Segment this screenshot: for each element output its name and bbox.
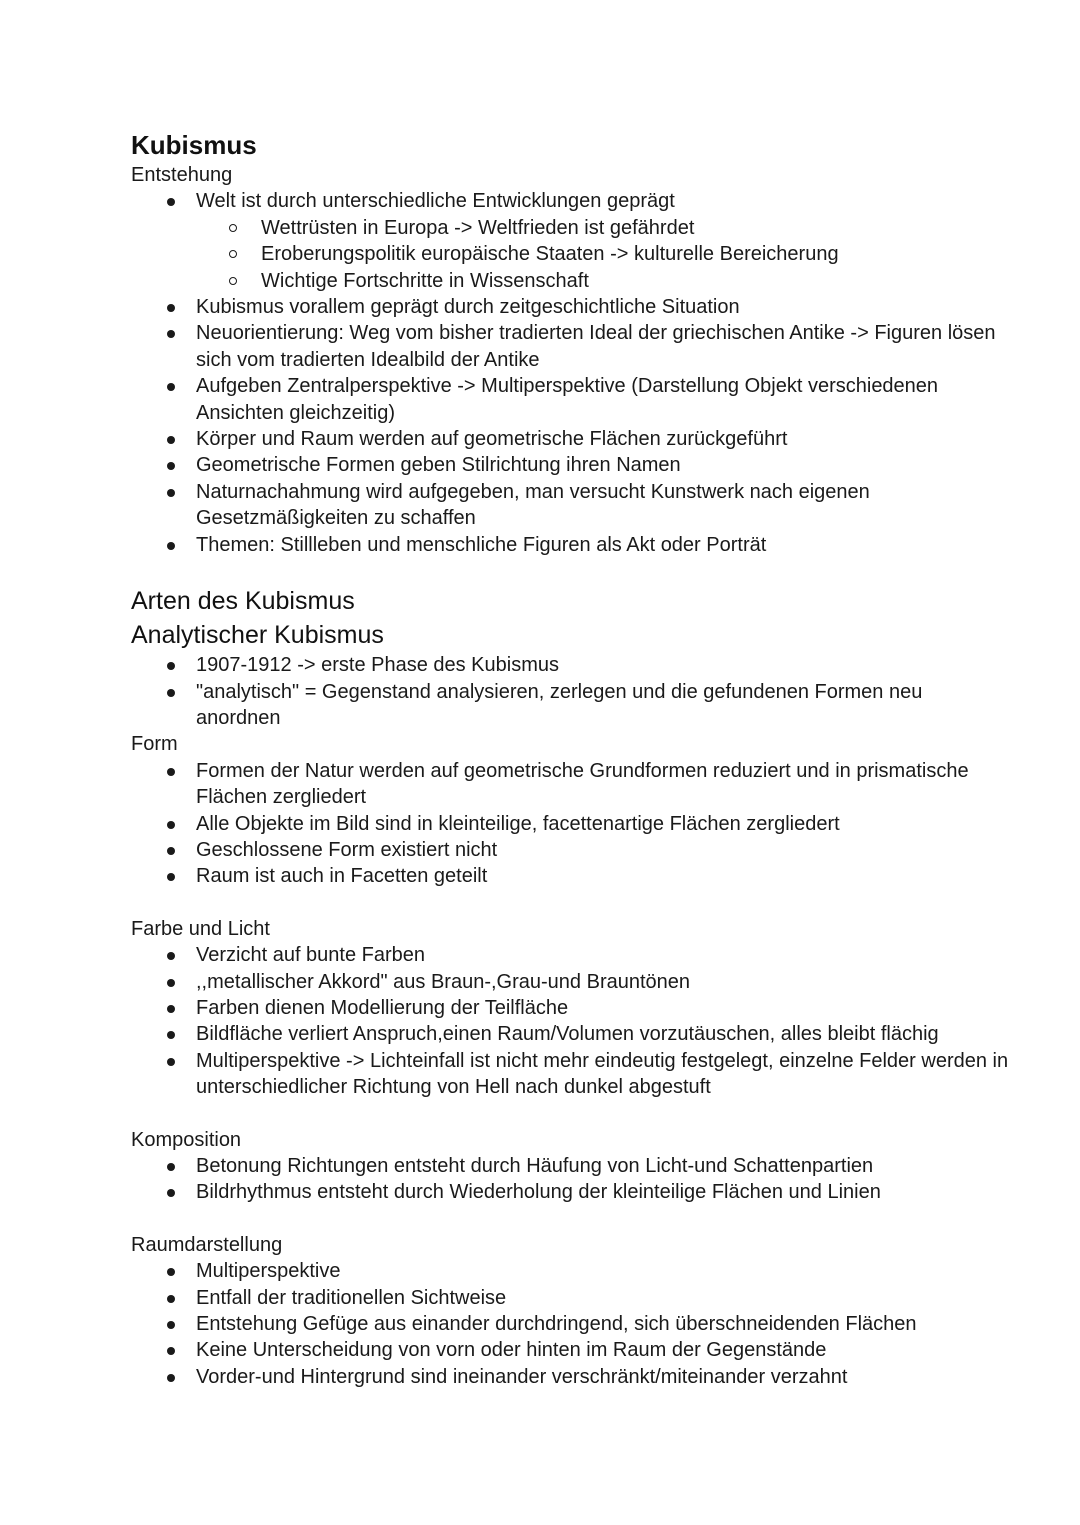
list-farbe	[131, 942, 1011, 1100]
list-item: Multiperspektive -> Lichteinfall ist nicht mehr eindeutig festgelegt, einzelne Felder werden in unterschiedlicher Richtung von Hell nach dunkel abgestuft	[131, 1048, 1011, 1101]
list-item: Keine Unterscheidung von vorn oder hinten im Raum der Gegenstände	[131, 1337, 1011, 1363]
section-heading-raum: Raumdarstellung	[131, 1233, 283, 1256]
list-item: Formen der Natur werden auf geometrische Grundformen reduziert und in prismatische Flächen zergliedert	[131, 758, 1011, 811]
list-item: Themen: Stillleben und menschliche Figuren als Akt oder Porträt	[131, 532, 1011, 558]
list-item: 1907-1912 -> erste Phase des Kubismus	[131, 652, 1011, 678]
list-form	[131, 758, 1011, 890]
list-item: Geschlossene Form existiert nicht	[131, 837, 1011, 863]
section-heading-farbe: Farbe und Licht	[131, 917, 270, 940]
list-item: Bildrhythmus entsteht durch Wiederholung der kleinteilige Flächen und Linien	[131, 1179, 1011, 1205]
section-heading-analytisch: Analytischer Kubismus	[131, 621, 384, 650]
section-heading-entstehung: Entstehung	[131, 164, 233, 186]
list-raum	[131, 1258, 1011, 1390]
list-item: "analytisch" = Gegenstand analysieren, zerlegen und die gefundenen Formen neu anordnen	[131, 679, 1011, 732]
list-item: Entstehung Gefüge aus einander durchdringend, sich überschneidenden Flächen	[131, 1311, 1011, 1337]
list-komposition	[131, 1153, 1011, 1206]
list-item: Körper und Raum werden auf geometrische Flächen zurückgeführt	[131, 426, 1011, 452]
list-item: Verzicht auf bunte Farben	[131, 942, 1011, 968]
list-item: Raum ist auch in Facetten geteilt	[131, 863, 1011, 889]
document-title: Kubismus	[131, 130, 257, 160]
list-analytisch	[131, 652, 1011, 731]
list-item: Welt ist durch unterschiedliche Entwicklungen geprägt	[131, 188, 1011, 214]
list-item: Alle Objekte im Bild sind in kleinteilige, facettenartige Flächen zergliedert	[131, 811, 1011, 837]
list-item: ,,metallischer Akkord" aus Braun-,Grau-und Brauntönen	[131, 969, 1011, 995]
list-item: Entfall der traditionellen Sichtweise	[131, 1285, 1011, 1311]
list-item: Betonung Richtungen entsteht durch Häufung von Licht-und Schattenpartien	[131, 1153, 1011, 1179]
list-item: Naturnachahmung wird aufgegeben, man versucht Kunstwerk nach eigenen Gesetzmäßigkeiten zu schaffen	[131, 479, 1011, 532]
list-entstehung	[131, 188, 1011, 558]
sub-list-item: Eroberungspolitik europäische Staaten -> kulturelle Bereicherung	[131, 241, 1011, 267]
list-item: Neuorientierung: Weg vom bisher tradierten Ideal der griechischen Antike -> Figuren lösen sich vom tradierten Idealbild der Antike	[131, 320, 1011, 373]
document-page	[131, 128, 1011, 1390]
list-item: Kubismus vorallem geprägt durch zeitgeschichtliche Situation	[131, 294, 1011, 320]
section-heading-arten: Arten des Kubismus	[131, 587, 355, 616]
list-item: Farben dienen Modellierung der Teilfläche	[131, 995, 1011, 1021]
sub-list-item: Wettrüsten in Europa -> Weltfrieden ist gefährdet	[131, 215, 1011, 241]
sub-list-item: Wichtige Fortschritte in Wissenschaft	[131, 268, 1011, 294]
list-item: Aufgeben Zentralperspektive -> Multiperspektive (Darstellung Objekt verschiedenen Ansichten gleichzeitig)	[131, 373, 1011, 426]
list-item: Geometrische Formen geben Stilrichtung ihren Namen	[131, 452, 1011, 478]
list-item: Vorder-und Hintergrund sind ineinander verschränkt/miteinander verzahnt	[131, 1364, 1011, 1390]
list-item: Multiperspektive	[131, 1258, 1011, 1284]
list-item: Bildfläche verliert Anspruch,einen Raum/Volumen vorzutäuschen, alles bleibt flächig	[131, 1021, 1011, 1047]
section-heading-form: Form	[131, 733, 178, 756]
section-heading-komposition: Komposition	[131, 1128, 242, 1151]
